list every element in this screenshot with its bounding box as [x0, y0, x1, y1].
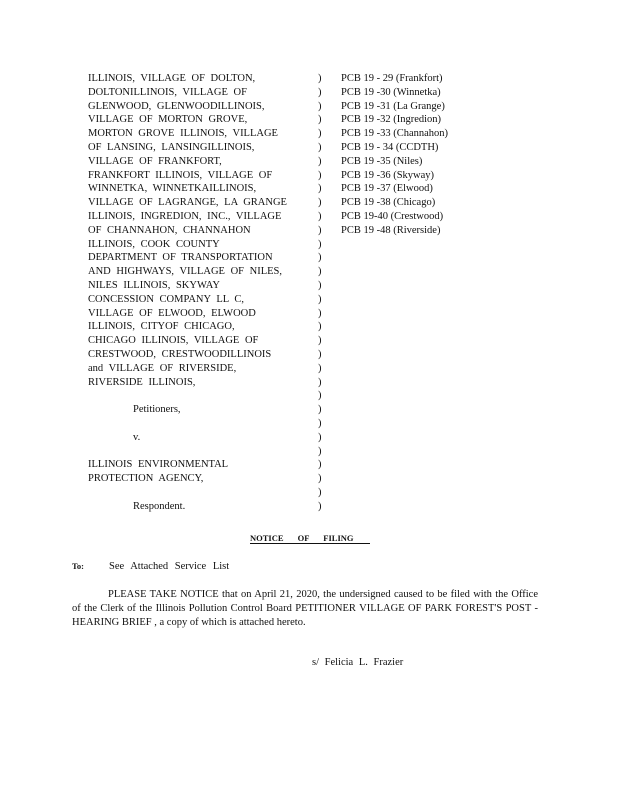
case-number: PCB 19 -37 (Elwood): [341, 183, 433, 195]
party-line: ILLINOIS, COOK COUNTY: [88, 238, 220, 250]
party-line: DEPARTMENT OF TRANSPORTATION: [88, 252, 273, 264]
case-number: PCB 19 -32 (Ingredion): [341, 114, 442, 126]
caption-paren: ): [318, 224, 322, 236]
party-line: ILLINOIS, INGREDION, INC., VILLAGE: [88, 210, 282, 222]
party-line: ILLINOIS, VILLAGE OF DOLTON,: [88, 73, 256, 84]
case-number: PCB 19 -48 (Riverside): [341, 224, 441, 236]
case-number: PCB 19 -36 (Skyway): [341, 169, 435, 181]
signature: s/ Felicia L. Frazier: [312, 657, 404, 668]
party-line: VILLAGE OF FRANKFORT,: [88, 155, 222, 167]
caption-paren: ): [318, 362, 322, 374]
party-line: VILLAGE OF ELWOOD, ELWOOD: [88, 307, 256, 319]
party-line: DOLTONILLINOIS, VILLAGE OF: [88, 86, 247, 98]
case-number: PCB 19 -38 (Chicago): [341, 197, 436, 209]
respondent-label: Respondent.: [133, 500, 186, 512]
case-number: PCB 19 -30 (Winnetka): [341, 86, 441, 98]
party-line: OF LANSING, LANSINGILLINOIS,: [88, 141, 255, 153]
caption-paren: ): [318, 473, 322, 485]
case-number: PCB 19 -31 (La Grange): [341, 100, 445, 112]
spacer: [88, 486, 303, 500]
notice-body: PLEASE TAKE NOTICE that on April 21, 2020, the undersigned caused to be filed with the Office of the Clerk of the Illinois Pollution Control Board PETITIONER VILLAGE OF PARK FOREST'S POST -HEARING BRIEF , a copy of which is attached hereto.: [72, 589, 538, 628]
caption-paren: ): [318, 293, 322, 305]
case-number: PCB 19 - 34 (CCDTH): [341, 141, 439, 153]
party-line: ILLINOIS, CITYOF CHICAGO,: [88, 321, 235, 333]
party-line: GLENWOOD, GLENWOODILLINOIS,: [88, 100, 265, 112]
respondent-line: PROTECTION AGENCY,: [88, 473, 204, 485]
caption-parties: [88, 72, 303, 514]
caption-paren: ): [318, 210, 322, 222]
party-line: OF CHANNAHON, CHANNAHON: [88, 224, 251, 236]
caption-paren: ): [318, 73, 322, 84]
caption-paren: ): [318, 335, 322, 347]
case-number: PCB 19-40 (Crestwood): [341, 210, 444, 222]
notice-title: NOTICE OF FILING: [250, 533, 370, 544]
caption-paren: ): [318, 486, 322, 498]
caption-paren: ): [318, 321, 322, 333]
caption-paren: ): [318, 307, 322, 319]
caption-paren: ): [318, 376, 322, 388]
caption-paren: ): [318, 500, 322, 512]
caption-paren: ): [318, 279, 322, 291]
caption-paren: ): [318, 155, 322, 167]
party-line: MORTON GROVE ILLINOIS, VILLAGE: [88, 128, 278, 140]
case-numbers: [341, 72, 448, 238]
caption-paren: ): [318, 390, 322, 402]
caption-paren: ): [318, 114, 322, 126]
spacer: [88, 389, 303, 403]
caption-paren: ): [318, 100, 322, 112]
spacer: [88, 445, 303, 459]
petitioners-label: Petitioners,: [133, 404, 181, 416]
to-recipient: See Attached Service List: [109, 561, 230, 572]
caption-paren: ): [318, 183, 322, 195]
caption-paren: ): [318, 459, 322, 471]
caption-paren: ): [318, 417, 322, 429]
to-label: To:: [72, 561, 84, 571]
caption-paren: ): [318, 431, 322, 443]
case-number: PCB 19 -35 (Niles): [341, 155, 423, 167]
party-line: AND HIGHWAYS, VILLAGE OF NILES,: [88, 266, 282, 278]
caption-paren: ): [318, 141, 322, 153]
caption-paren: ): [318, 404, 322, 416]
case-number: PCB 19 - 29 (Frankfort): [341, 73, 443, 84]
versus-label: v.: [133, 431, 141, 443]
caption-paren: ): [318, 197, 322, 209]
caption-paren: ): [318, 86, 322, 98]
caption-paren: ): [318, 128, 322, 140]
case-number: PCB 19 -33 (Channahon): [341, 128, 449, 140]
respondent-line: ILLINOIS ENVIRONMENTAL: [88, 459, 229, 471]
party-line: VILLAGE OF LAGRANGE, LA GRANGE: [88, 197, 287, 209]
party-line: CONCESSION COMPANY LL C,: [88, 293, 245, 305]
caption-paren: ): [318, 266, 322, 278]
caption-paren: ): [318, 445, 322, 457]
caption-paren: ): [318, 348, 322, 360]
party-line: FRANKFORT ILLINOIS, VILLAGE OF: [88, 169, 273, 181]
caption-paren: ): [318, 169, 322, 181]
party-line: NILES ILLINOIS, SKYWAY: [88, 279, 220, 291]
party-line: VILLAGE OF MORTON GROVE,: [88, 114, 248, 126]
party-line: and VILLAGE OF RIVERSIDE,: [88, 362, 237, 374]
to-line: [72, 561, 230, 572]
caption-paren: ): [318, 238, 322, 250]
caption-paren: ): [318, 252, 322, 264]
party-line: WINNETKA, WINNETKAILLINOIS,: [88, 183, 257, 195]
caption-parentheses: [318, 72, 322, 514]
party-line: RIVERSIDE ILLINOIS,: [88, 376, 196, 388]
party-line: CHICAGO ILLINOIS, VILLAGE OF: [88, 335, 259, 347]
spacer: [88, 417, 303, 431]
party-line: CRESTWOOD, CRESTWOODILLINOIS: [88, 348, 272, 360]
